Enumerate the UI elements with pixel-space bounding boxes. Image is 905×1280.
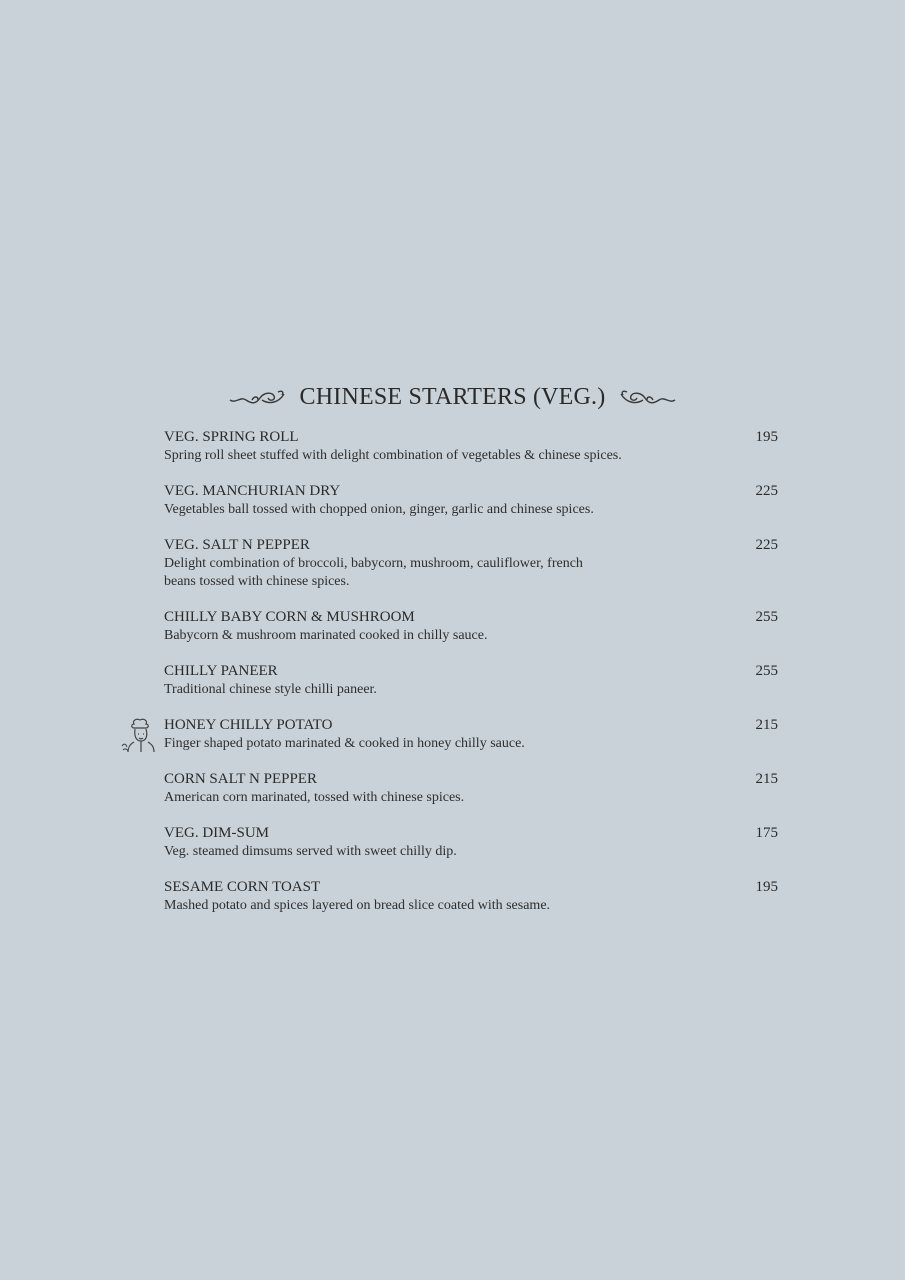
item-name: VEG. MANCHURIAN DRY (164, 483, 341, 499)
item-name: VEG. SPRING ROLL (164, 429, 299, 445)
item-price: 175 (755, 825, 778, 841)
item-price: 255 (755, 663, 778, 679)
item-description: Delight combination of broccoli, babycorn, mushroom, cauliflower, french beans tossed with chinese spices. (164, 556, 583, 589)
section-title: CHINESE STARTERS (VEG.) (299, 383, 606, 410)
menu-list (164, 428, 778, 932)
item-name: VEG. DIM-SUM (164, 825, 269, 841)
item-price: 215 (755, 717, 778, 733)
section-header (0, 380, 905, 414)
item-name: CHILLY PANEER (164, 663, 278, 679)
item-price: 195 (755, 879, 778, 895)
item-name: HONEY CHILLY POTATO (164, 717, 333, 733)
menu-item (164, 770, 778, 807)
item-description: Veg. steamed dimsums served with sweet chilly dip. (164, 844, 457, 859)
item-name: CHILLY BABY CORN & MUSHROOM (164, 609, 415, 625)
item-description: Spring roll sheet stuffed with delight combination of vegetables & chinese spices. (164, 448, 622, 463)
item-description: Traditional chinese style chilli paneer. (164, 682, 377, 697)
item-description: Finger shaped potato marinated & cooked in honey chilly sauce. (164, 736, 525, 751)
menu-item (164, 824, 778, 861)
item-name: SESAME CORN TOAST (164, 879, 321, 895)
item-description: Vegetables ball tossed with chopped onion, ginger, garlic and chinese spices. (164, 502, 594, 517)
left-flourish-icon (228, 386, 286, 408)
menu-item (164, 716, 778, 753)
item-price: 225 (755, 537, 778, 553)
right-flourish-icon (619, 386, 677, 408)
item-description: American corn marinated, tossed with chinese spices. (164, 790, 465, 805)
menu-item (164, 662, 778, 699)
menu-item (164, 608, 778, 645)
chef-special-icon (120, 716, 158, 754)
item-name: CORN SALT N PEPPER (164, 771, 317, 787)
item-description: Babycorn & mushroom marinated cooked in chilly sauce. (164, 628, 488, 643)
item-price: 215 (755, 771, 778, 787)
menu-item (164, 428, 778, 465)
item-price: 255 (755, 609, 778, 625)
item-name: VEG. SALT N PEPPER (164, 537, 310, 553)
menu-item (164, 536, 778, 591)
item-price: 195 (755, 429, 778, 445)
item-description: Mashed potato and spices layered on bread slice coated with sesame. (164, 898, 551, 913)
item-price: 225 (755, 483, 778, 499)
menu-item (164, 482, 778, 519)
menu-item (164, 878, 778, 915)
